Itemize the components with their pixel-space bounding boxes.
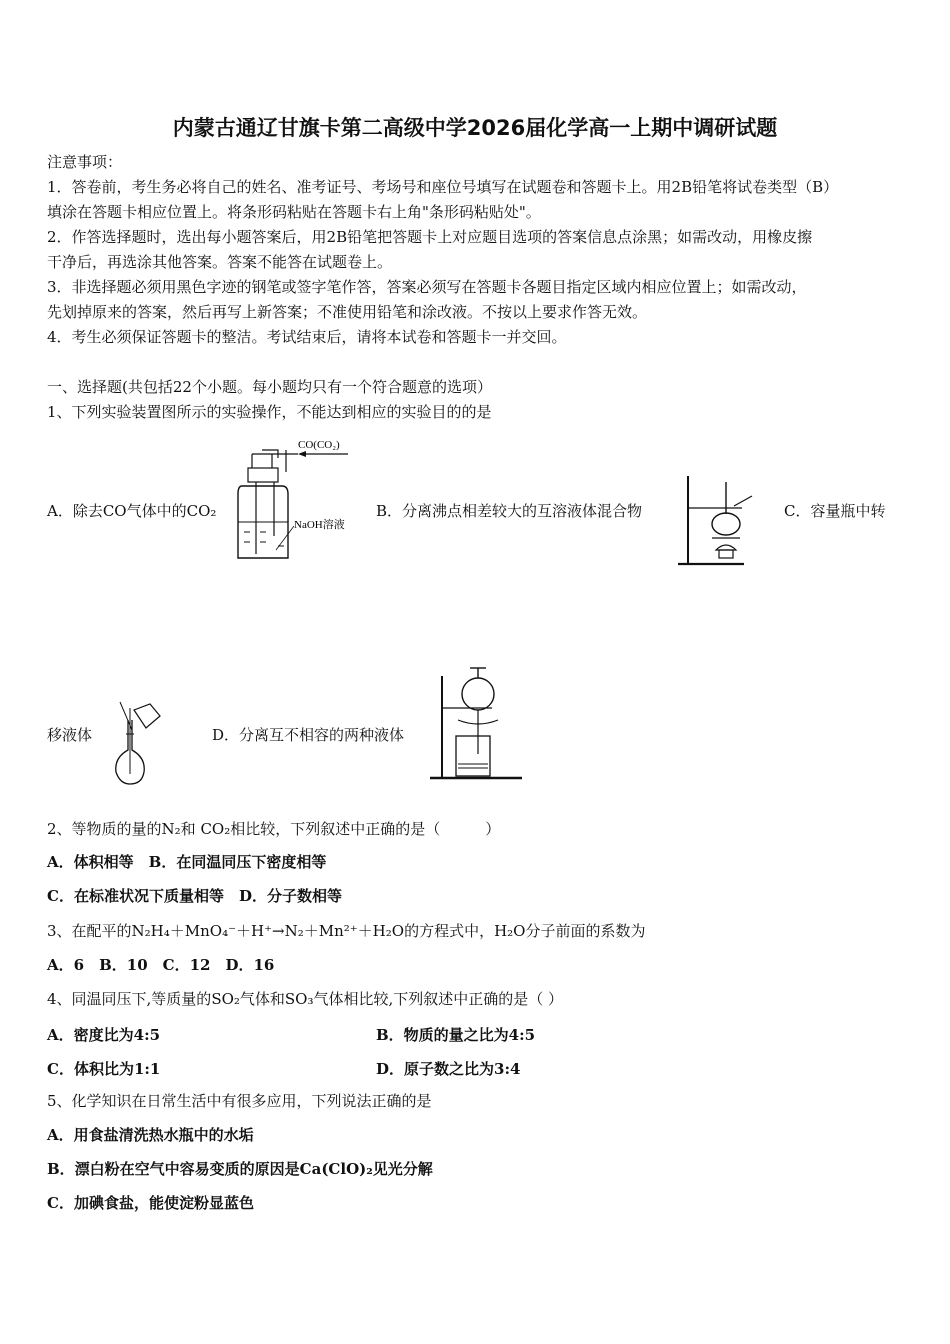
q2-options-row-2: C．在标准状况下质量相等 D．分子数相等: [47, 887, 342, 905]
q1-option-b: B．分离沸点相差较大的互溶液体混合物: [376, 502, 643, 520]
notice-line: 干净后，再选涂其他答案。答案不能答在试题卷上。: [47, 253, 393, 271]
q5-option-c: C．加碘食盐，能使淀粉显蓝色: [47, 1194, 254, 1212]
q1-option-c-continued: 移液体: [47, 726, 93, 744]
q5-option-b: B．漂白粉在空气中容易变质的原因是Ca(ClO)₂见光分解: [47, 1160, 433, 1178]
volumetric-flask-figure: [110, 700, 170, 790]
liquid-label: NaOH溶液: [294, 519, 345, 531]
q2-options-row-1: A．体积相等 B．在同温同压下密度相等: [47, 853, 327, 871]
q1-option-d: D．分离互不相容的两种液体: [212, 726, 405, 744]
question-3-stem: 3、在配平的N₂H₄＋MnO₄⁻＋H⁺→N₂＋Mn²⁺＋H₂O的方程式中，H₂O分子前面的系数为: [47, 922, 646, 940]
distillation-apparatus-figure: [672, 474, 752, 566]
notice-line: 4．考生必须保证答题卡的整洁。考试结束后，请将本试卷和答题卡一并交回。: [47, 328, 567, 346]
notice-heading: 注意事项：: [47, 153, 123, 171]
q1-option-c: C．容量瓶中转: [784, 502, 886, 520]
section-heading: 一、选择题(共包括22个小题。每小题均只有一个符合题意的选项）: [47, 378, 492, 396]
q5-option-a: A．用食盐清洗热水瓶中的水垢: [47, 1126, 254, 1144]
question-1-stem: 1、下列实验装置图所示的实验操作，不能达到相应的实验目的的是: [47, 403, 492, 421]
separatory-funnel-figure: [428, 664, 528, 784]
gas-label: CO(CO₂): [298, 439, 340, 451]
question-4-stem: 4、同温同压下,等质量的SO₂气体和SO₃气体相比较,下列叙述中正确的是（ ）: [47, 990, 564, 1008]
q4-option-b: B．物质的量之比为4:5: [376, 1026, 536, 1044]
q4-option-a: A．密度比为4:5: [47, 1026, 161, 1044]
notice-line: 3．非选择题必须用黑色字迹的钢笔或签字笔作答，答案必须写在答题卡各题目指定区域内相应位置上；如需改动，: [47, 278, 807, 296]
question-5-stem: 5、化学知识在日常生活中有很多应用，下列说法正确的是: [47, 1092, 432, 1110]
exam-title: 内蒙古通辽甘旗卡第二高级中学2026届化学高一上期中调研试题: [172, 116, 778, 140]
notice-line: 先划掉原来的答案，然后再写上新答案；不准使用铅笔和涂改液。不按以上要求作答无效。: [47, 303, 648, 321]
notice-line: 2．作答选择题时，选出每小题答案后，用2B铅笔把答题卡上对应题目选项的答案信息点涂黑；如需改动，用橡皮擦: [47, 228, 813, 246]
q4-option-d: D．原子数之比为3:4: [376, 1060, 521, 1078]
q1-option-a: A．除去CO气体中的CO₂: [47, 502, 217, 520]
q4-option-c: C．体积比为1:1: [47, 1060, 161, 1078]
notice-line: 1．答卷前，考生务必将自己的姓名、准考证号、考场号和座位号填写在试题卷和答题卡上。用2B铅笔将试卷类型（B）: [47, 178, 839, 196]
q3-options: A．6 B．10 C．12 D．16: [47, 956, 275, 974]
gas-washing-bottle-figure: [230, 436, 360, 568]
notice-line: 填涂在答题卡相应位置上。将条形码粘贴在答题卡右上角"条形码粘贴处"。: [47, 203, 541, 221]
question-2-stem: 2、等物质的量的N₂和 CO₂相比较，下列叙述中正确的是（ ）: [47, 820, 501, 838]
